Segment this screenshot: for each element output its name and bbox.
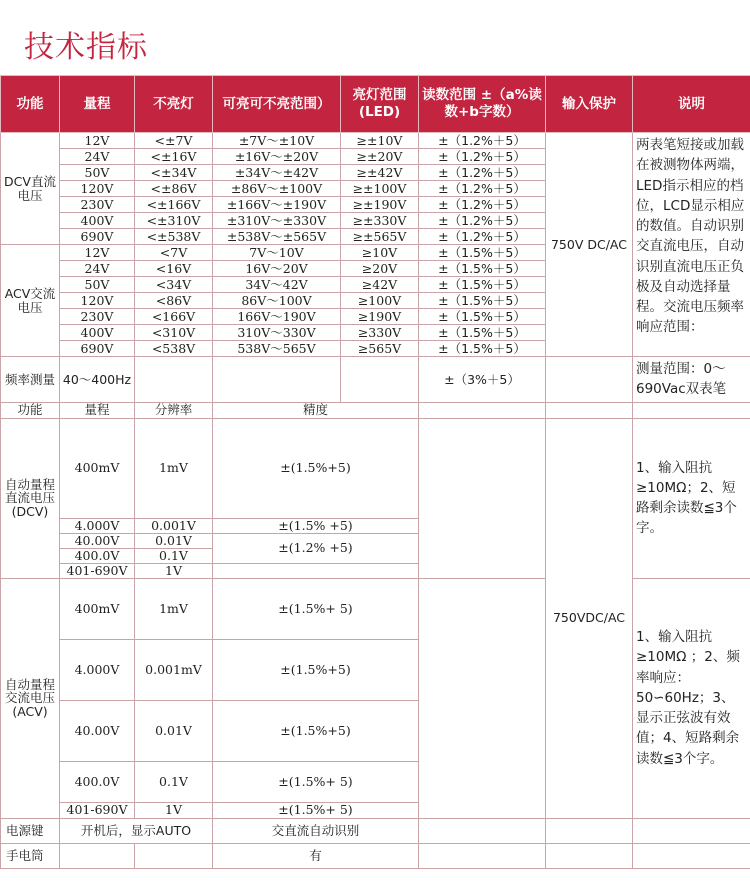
power-empty-2 <box>546 818 633 843</box>
power-key-label: 电源键 <box>1 818 60 843</box>
range-cell: 230V <box>60 309 135 325</box>
range-cell: 400mV <box>60 418 135 518</box>
flashlight-empty-1 <box>60 843 135 868</box>
flashlight-empty-2 <box>135 843 213 868</box>
range-cell: 400V <box>60 213 135 229</box>
accuracy-cell: ±(1.5%+ 5) <box>213 578 419 639</box>
reading-cell: ±（1.5%＋5） <box>419 245 546 261</box>
unlit-cell: <166V <box>135 309 213 325</box>
reading-cell: ±（1.2%＋5） <box>419 213 546 229</box>
range-cell: 690V <box>60 229 135 245</box>
range-cell: 40.00V <box>60 533 135 548</box>
power-empty-3 <box>633 818 750 843</box>
range-cell: 40.00V <box>60 700 135 761</box>
optional-cell: ±166V～±190V <box>213 197 341 213</box>
unlit-cell: <±34V <box>135 165 213 181</box>
range-cell: 24V <box>60 149 135 165</box>
optional-cell: ±86V～±100V <box>213 181 341 197</box>
power-empty-1 <box>419 818 546 843</box>
frequency-reading: ±（3%＋5） <box>419 357 546 403</box>
power-key-value: 开机后，显示AUTO <box>60 818 213 843</box>
frequency-label: 频率测量 <box>1 357 60 403</box>
range-cell: 50V <box>60 165 135 181</box>
reading-cell: ±（1.2%＋5） <box>419 165 546 181</box>
lit-cell: ≥330V <box>341 325 419 341</box>
range-cell: 12V <box>60 245 135 261</box>
frequency-description: 测量范围：0～690Vac双表笔 <box>633 357 750 403</box>
accuracy-cell: ±(1.5%+5) <box>213 418 419 518</box>
frequency-empty-2 <box>213 357 341 403</box>
table-row <box>1 418 750 518</box>
auto-acv-reading-empty <box>419 578 546 818</box>
reading-cell: ±（1.2%＋5） <box>419 149 546 165</box>
flashlight-value: 有 <box>213 843 419 868</box>
reading-cell: ±（1.5%＋5） <box>419 277 546 293</box>
reading-cell: ±（1.5%＋5） <box>419 309 546 325</box>
accuracy-cell-empty <box>213 563 419 578</box>
header-lit: 亮灯范围(LED) <box>341 76 419 133</box>
unlit-cell: <±166V <box>135 197 213 213</box>
power-key-text: 交直流自动识别 <box>213 818 419 843</box>
range-cell: 4.000V <box>60 518 135 533</box>
lit-cell: ≥565V <box>341 341 419 357</box>
unlit-cell: <7V <box>135 245 213 261</box>
resolution-cell: 0.001mV <box>135 639 213 700</box>
flashlight-label: 手电筒 <box>1 843 60 868</box>
subheader-empty-protection <box>546 402 633 418</box>
accuracy-cell: ±(1.5%+ 5) <box>213 761 419 802</box>
range-cell: 401-690V <box>60 563 135 578</box>
reading-cell: ±（1.2%＋5） <box>419 229 546 245</box>
header-notes: 说明 <box>633 76 750 133</box>
reading-cell: ±（1.5%＋5） <box>419 325 546 341</box>
optional-cell: 86V～100V <box>213 293 341 309</box>
resolution-cell: 1mV <box>135 418 213 518</box>
subheader-resolution: 分辨率 <box>135 402 213 418</box>
lit-cell: ≥±330V <box>341 213 419 229</box>
lit-cell: ≥42V <box>341 277 419 293</box>
lit-cell: ≥±20V <box>341 149 419 165</box>
reading-cell: ±（1.2%＋5） <box>419 181 546 197</box>
resolution-cell: 0.01V <box>135 700 213 761</box>
unlit-cell: <±86V <box>135 181 213 197</box>
lit-cell: ≥20V <box>341 261 419 277</box>
reading-cell: ±（1.5%＋5） <box>419 261 546 277</box>
optional-cell: ±310V～±330V <box>213 213 341 229</box>
header-unlit: 不亮灯 <box>135 76 213 133</box>
frequency-row <box>1 357 750 403</box>
flashlight-empty-3 <box>419 843 546 868</box>
unlit-cell: <±16V <box>135 149 213 165</box>
unlit-cell: <86V <box>135 293 213 309</box>
frequency-empty-1 <box>135 357 213 403</box>
range-cell: 400.0V <box>60 548 135 563</box>
reading-cell: ±（1.2%＋5） <box>419 197 546 213</box>
input-protection-auto: 750VDC/AC <box>546 418 633 818</box>
header-function: 功能 <box>1 76 60 133</box>
table-row <box>1 578 750 639</box>
accuracy-cell: ±(1.5%+ 5) <box>213 802 419 818</box>
optional-cell: ±538V～±565V <box>213 229 341 245</box>
accuracy-cell: ±(1.5%+5) <box>213 700 419 761</box>
dcv-label: DCV直流电压 <box>1 133 60 245</box>
optional-cell: ±16V～±20V <box>213 149 341 165</box>
lit-cell: ≥±42V <box>341 165 419 181</box>
dcv-acv-description: 两表笔短接或加载在被测物体两端，LED指示相应的档位，LCD显示相应的数值。自动识别交直流电压，自动识别直流电压正负极及自动选择量程。交流电压频率响应范围： <box>633 133 750 357</box>
flashlight-empty-5 <box>633 843 750 868</box>
optional-cell: 16V～20V <box>213 261 341 277</box>
resolution-cell: 0.1V <box>135 548 213 563</box>
resolution-cell: 1V <box>135 563 213 578</box>
unlit-cell: <34V <box>135 277 213 293</box>
lit-cell: ≥190V <box>341 309 419 325</box>
table-row <box>1 133 750 149</box>
optional-cell: 166V～190V <box>213 309 341 325</box>
auto-dcv-label: 自动量程直流电压(DCV) <box>1 418 60 578</box>
power-row <box>1 818 750 843</box>
header-range: 量程 <box>60 76 135 133</box>
reading-cell: ±（1.5%＋5） <box>419 293 546 309</box>
input-protection-dcv-acv: 750V DC/AC <box>546 133 633 357</box>
range-cell: 400.0V <box>60 761 135 802</box>
resolution-cell: 0.001V <box>135 518 213 533</box>
flashlight-row <box>1 843 750 868</box>
frequency-empty-3 <box>341 357 419 403</box>
resolution-cell: 1mV <box>135 578 213 639</box>
optional-cell: ±34V～±42V <box>213 165 341 181</box>
subheader-row <box>1 402 750 418</box>
range-cell: 12V <box>60 133 135 149</box>
reading-cell: ±（1.2%＋5） <box>419 133 546 149</box>
lit-cell: ≥10V <box>341 245 419 261</box>
range-cell: 400mV <box>60 578 135 639</box>
subheader-function: 功能 <box>1 402 60 418</box>
optional-cell: 538V～565V <box>213 341 341 357</box>
lit-cell: ≥±190V <box>341 197 419 213</box>
subheader-range: 量程 <box>60 402 135 418</box>
header-optional: 可亮可不亮范围） <box>213 76 341 133</box>
range-cell: 50V <box>60 277 135 293</box>
unlit-cell: <538V <box>135 341 213 357</box>
optional-cell: 7V～10V <box>213 245 341 261</box>
auto-acv-label: 自动量程交流电压(ACV) <box>1 578 60 818</box>
unlit-cell: <310V <box>135 325 213 341</box>
acv-label: ACV交流电压 <box>1 245 60 357</box>
auto-acv-description: 1、输入阻抗 ≥10MΩ ；2、频率响应：50∽60Hz；3、显示正弦波有效值；4、短路剩余读数≦3个字。 <box>633 578 750 818</box>
resolution-cell: 1V <box>135 802 213 818</box>
range-cell: 120V <box>60 293 135 309</box>
lit-cell: ≥100V <box>341 293 419 309</box>
auto-dcv-description: 1、输入阻抗 ≥10MΩ；2、短路剩余读数≦3个字。 <box>633 418 750 578</box>
header-row <box>1 76 750 133</box>
flashlight-empty-4 <box>546 843 633 868</box>
lit-cell: ≥±100V <box>341 181 419 197</box>
range-cell: 4.000V <box>60 639 135 700</box>
resolution-cell: 0.1V <box>135 761 213 802</box>
range-cell: 690V <box>60 341 135 357</box>
accuracy-cell: ±(1.5%+5) <box>213 639 419 700</box>
frequency-protection-empty <box>546 357 633 403</box>
subheader-empty-notes <box>633 402 750 418</box>
range-cell: 230V <box>60 197 135 213</box>
resolution-cell: 0.01V <box>135 533 213 548</box>
optional-cell: 310V～330V <box>213 325 341 341</box>
unlit-cell: <±7V <box>135 133 213 149</box>
optional-cell: ±7V～±10V <box>213 133 341 149</box>
frequency-range: 40～400Hz <box>60 357 135 403</box>
header-reading: 读数范围 ±（a%读数+b字数） <box>419 76 546 133</box>
subheader-accuracy: 精度 <box>213 402 419 418</box>
unlit-cell: <16V <box>135 261 213 277</box>
lit-cell: ≥±10V <box>341 133 419 149</box>
range-cell: 401-690V <box>60 802 135 818</box>
auto-dcv-reading-empty <box>419 418 546 578</box>
reading-cell: ±（1.5%＋5） <box>419 341 546 357</box>
header-protection: 输入保护 <box>546 76 633 133</box>
range-cell: 400V <box>60 325 135 341</box>
subheader-empty-reading <box>419 402 546 418</box>
optional-cell: 34V～42V <box>213 277 341 293</box>
page-title: 技术指标 <box>24 30 148 65</box>
accuracy-cell-group: ±(1.2% +5) <box>213 533 419 563</box>
range-cell: 120V <box>60 181 135 197</box>
unlit-cell: <±538V <box>135 229 213 245</box>
lit-cell: ≥±565V <box>341 229 419 245</box>
spec-table <box>0 75 750 869</box>
accuracy-cell: ±(1.5% +5) <box>213 518 419 533</box>
unlit-cell: <±310V <box>135 213 213 229</box>
range-cell: 24V <box>60 261 135 277</box>
